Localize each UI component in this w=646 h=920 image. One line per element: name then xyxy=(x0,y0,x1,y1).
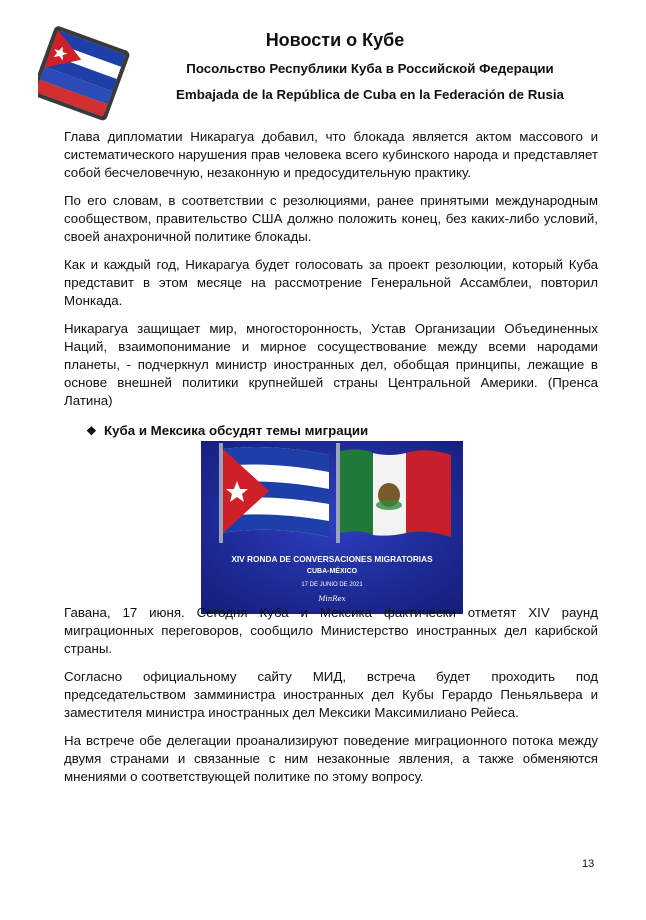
minrex-signature: MinRex xyxy=(318,595,346,603)
paragraph: Гавана, 17 июня. Сегодня Куба и Мексика фактически отметят XIV раунд миграционных переговоров, сообщило Министерство иностранных дел карибской страны. xyxy=(64,605,598,656)
page-number: 13 xyxy=(582,858,595,870)
embassy-name-ru: Посольство Республики Куба в Российской Федерации xyxy=(186,61,554,76)
cuba-russia-flag-icon xyxy=(38,24,132,122)
banner-title-line1: XIV RONDA DE CONVERSACIONES MIGRATORIAS xyxy=(231,554,433,564)
paragraph: Никарагуа защищает мир, многосторонность, Устав Организации Объединенных Наций, взаимопонимание и мирное сосуществование между всеми народами планеты, - подчеркнул министр иностранных дел, обобщая принципы, лежащие в основе внешней политики крупнейшей страны Центральной Америки. (Пренса Латина) xyxy=(64,321,598,408)
cuba-mexico-flags-photo xyxy=(201,441,463,614)
paragraph: Глава дипломатии Никарагуа добавил, что блокада является актом массового и систематического нарушения прав человека всего кубинского народа и представляет собой бесчеловечную, незаконную и предосудительную практику. xyxy=(64,129,598,180)
section-heading xyxy=(86,423,368,438)
page-title: Новости о Кубе xyxy=(265,30,405,50)
paragraph: Как и каждый год, Никарагуа будет голосовать за проект резолюции, который Куба представит в этом месяце на рассмотрение Генеральной Ассамблеи, повторил Монкада. xyxy=(64,257,598,308)
embassy-name-es: Embajada de la República de Cuba en la Federación de Rusia xyxy=(176,87,564,102)
banner-title-line2: CUBA-MÉXICO xyxy=(306,568,358,575)
paragraph: Согласно официальному сайту МИД, встреча будет проходить под председательством замминистра иностранных дел Кубы Герардо Пеньяльвера и заместителя министра иностранных дел Мексики Максимилиано Рейеса. xyxy=(64,669,598,720)
banner-date: 17 DE JUNIO DE 2021 xyxy=(301,582,363,588)
paragraph: По его словам, в соответствии с резолюциями, ранее принятыми международным сообществом, правительство США должно положить конец, без каких-либо условий, своей анахроничной политике блокады. xyxy=(64,193,598,244)
section-heading-text: Куба и Мексика обсудят темы миграции xyxy=(104,423,369,438)
paragraph: На встрече обе делегации проанализируют поведение миграционного потока между двумя странами и связанные с ним незаконные явления, а также обменяются мнениями о соответствующей политике по этому вопросу. xyxy=(64,733,598,784)
mexico-flag-icon xyxy=(340,449,451,537)
article-body-nicaragua xyxy=(64,128,598,420)
cuba-flag-icon xyxy=(223,447,329,537)
diamond-bullet-icon: ❖ xyxy=(86,424,97,438)
article-body-migration xyxy=(64,604,598,796)
